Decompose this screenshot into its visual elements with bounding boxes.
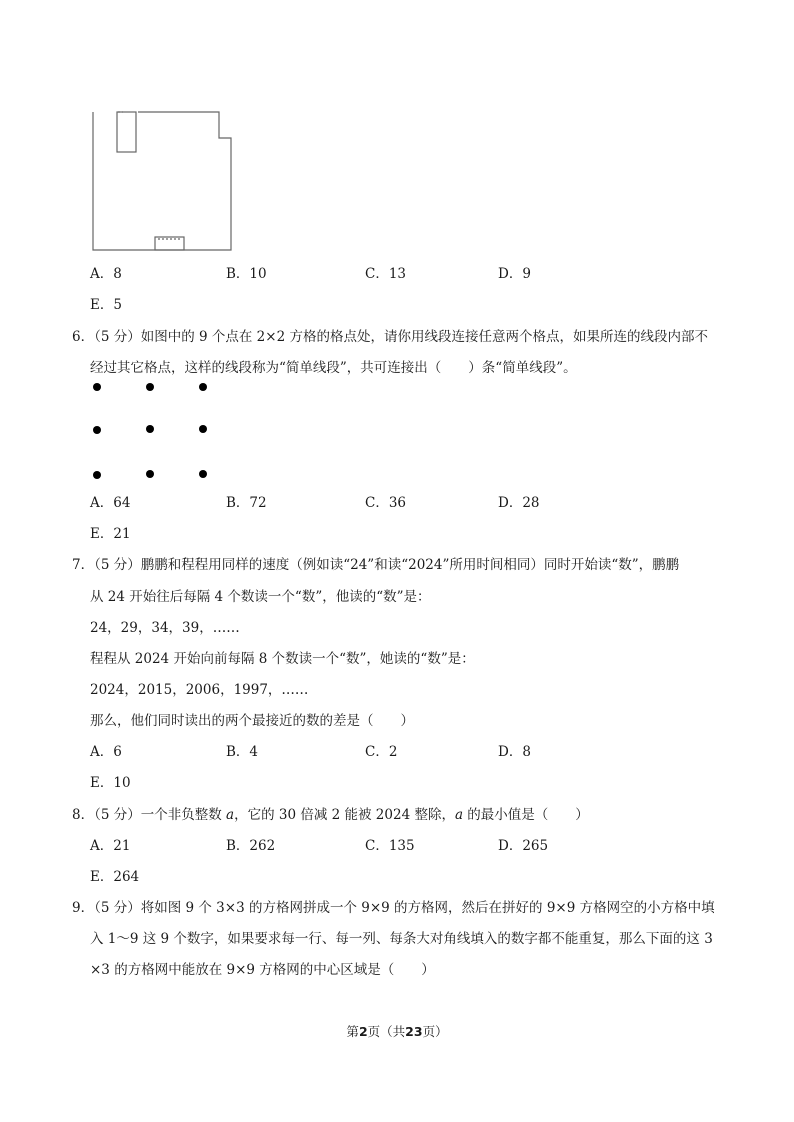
q8-text bbox=[72, 803, 589, 823]
footer-mid: 页（共 bbox=[367, 1024, 406, 1039]
q5-option-b: B．10 bbox=[226, 266, 267, 282]
total-page-count: 23 bbox=[405, 1024, 423, 1039]
q8-option-d: D．265 bbox=[498, 838, 549, 854]
q6-option-e: E．21 bbox=[90, 526, 131, 542]
q8-option-e: E．264 bbox=[90, 869, 140, 885]
footer-pre: 第 bbox=[346, 1024, 359, 1039]
q9-text-line3: ×3 的方格网中能放在 9×9 方格网的中心区域是（ ） bbox=[90, 962, 435, 978]
q6-option-c: C．36 bbox=[365, 495, 407, 511]
q7-text-line4: 程程从 2024 开始向前每隔 8 个数读一个“数”，她读的“数”是： bbox=[90, 651, 475, 667]
q7-text-line2: 从 24 开始往后每隔 4 个数读一个“数”，他读的“数”是： bbox=[90, 589, 431, 605]
q6-option-a: A．64 bbox=[90, 495, 131, 511]
q7-option-e: E．10 bbox=[90, 775, 131, 791]
q8-variable-a: a bbox=[226, 807, 235, 823]
q5-option-c: C．13 bbox=[365, 266, 407, 282]
q6-text-line2: 经过其它格点，这样的线段称为“简单线段”，共可连接出（ ）条“简单线段”。 bbox=[90, 360, 577, 376]
q7-text-line3: 24，29，34，39，…… bbox=[90, 620, 240, 636]
q5-option-d: D．9 bbox=[498, 266, 531, 282]
q7-option-a: A．6 bbox=[90, 744, 122, 760]
q6-text-line1: 6．（5 分）如图中的 9 个点在 2×2 方格的格点处，请你用线段连接任意两个格点，如果所连的线段内部不 bbox=[72, 329, 708, 345]
q5-option-a: A．8 bbox=[90, 266, 122, 282]
q8-option-c: C．135 bbox=[365, 838, 415, 854]
grid-dot bbox=[93, 426, 101, 434]
grid-dot bbox=[146, 470, 154, 478]
grid-dot bbox=[93, 471, 101, 479]
q8-option-a: A．21 bbox=[90, 838, 131, 854]
page-footer bbox=[0, 1022, 794, 1040]
current-page-number: 2 bbox=[358, 1024, 368, 1039]
q8-variable-a: a bbox=[454, 807, 464, 823]
q5-option-e: E．5 bbox=[90, 297, 122, 313]
grid-dot bbox=[199, 383, 207, 391]
q5-figure bbox=[88, 106, 238, 256]
q7-text-line6: 那么，他们同时读出的两个最接近的数的差是（ ） bbox=[90, 713, 414, 729]
grid-dot bbox=[199, 470, 207, 478]
grid-dot bbox=[199, 425, 207, 433]
q8-text-mid: ，它的 30 倍减 2 能被 2024 整除， bbox=[234, 807, 455, 823]
grid-dot bbox=[146, 383, 154, 391]
q7-option-c: C．2 bbox=[365, 744, 398, 760]
q9-text-line2: 入 1～9 这 9 个数字，如果要求每一行、每一列、每条大对角线填入的数字都不能重复，那么下面的这 3 bbox=[90, 931, 713, 947]
q8-option-b: B．262 bbox=[226, 838, 276, 854]
q8-text-suffix: 的最小值是（ ） bbox=[463, 807, 589, 823]
grid-dot bbox=[93, 383, 101, 391]
q7-text-line5: 2024，2015，2006，1997，…… bbox=[90, 682, 309, 698]
q8-text-prefix: 8．（5 分）一个非负整数 bbox=[72, 807, 227, 823]
q9-text-line1: 9．（5 分）将如图 9 个 3×3 的方格网拼成一个 9×9 的方格网，然后在拼好的 9×9 方格网空的小方格中填 bbox=[72, 900, 715, 916]
q7-option-b: B．4 bbox=[226, 744, 259, 760]
footer-post: 页） bbox=[422, 1024, 448, 1039]
q7-text-line1: 7．（5 分）鹏鹏和程程用同样的速度（例如读“24”和读“2024”所用时间相同）同时开始读“数”，鹏鹏 bbox=[72, 557, 680, 573]
q7-option-d: D．8 bbox=[498, 744, 531, 760]
q6-option-b: B．72 bbox=[226, 495, 267, 511]
grid-dot bbox=[146, 425, 154, 433]
q6-option-d: D．28 bbox=[498, 495, 540, 511]
